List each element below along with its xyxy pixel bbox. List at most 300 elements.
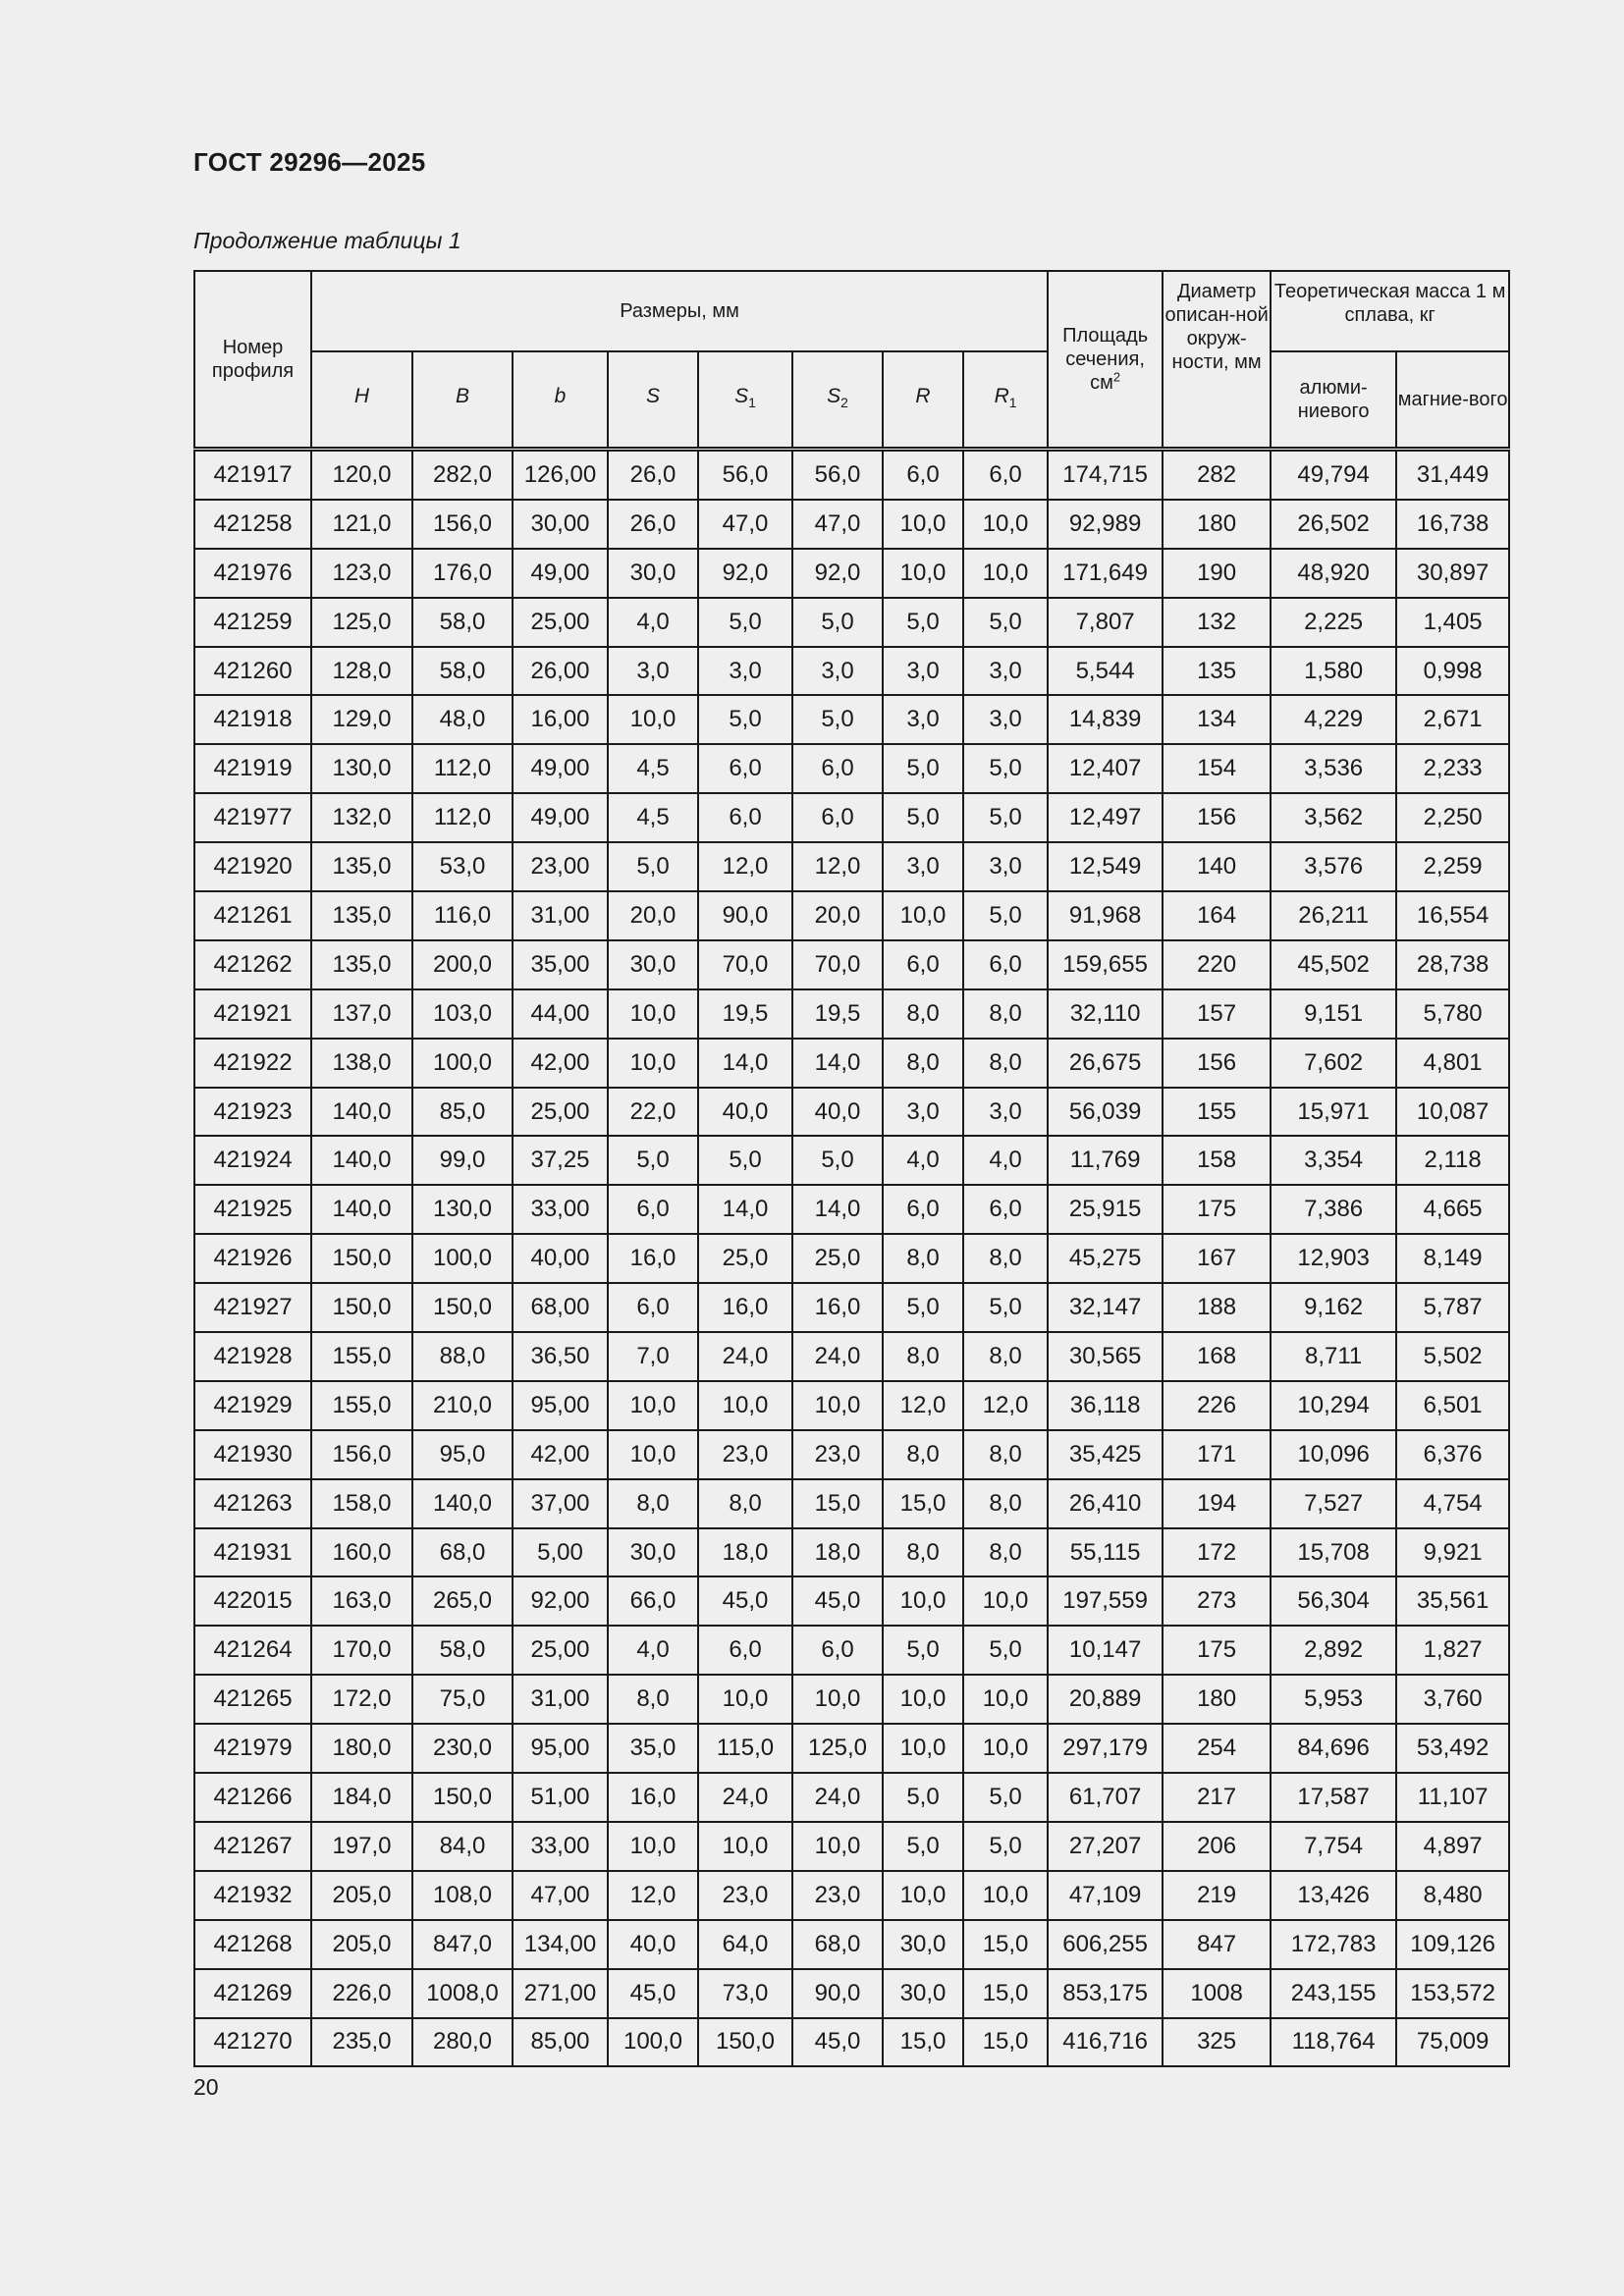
table-cell: 421932 [194,1871,311,1920]
table-cell: 180 [1163,1675,1271,1724]
table-cell: 5,0 [963,1626,1048,1675]
table-cell: 108,0 [412,1871,513,1920]
table-cell: 197,0 [311,1822,412,1871]
table-cell: 421920 [194,842,311,891]
table-cell: 92,0 [792,549,883,598]
table-row [194,1332,1509,1381]
table-cell: 15,0 [883,2018,963,2067]
table-cell: 2,671 [1396,695,1509,744]
header-area-label: Площадь сечения, см [1062,325,1149,394]
table-cell: 5,0 [883,744,963,793]
table-cell: 100,0 [412,1039,513,1088]
table-cell: 154 [1163,744,1271,793]
table-body [194,450,1509,2067]
table-row [194,1381,1509,1430]
table-cell: 421976 [194,549,311,598]
table-cell: 47,00 [513,1871,608,1920]
table-cell: 230,0 [412,1724,513,1773]
table-cell: 31,00 [513,1675,608,1724]
table-cell: 92,00 [513,1576,608,1626]
table-cell: 155,0 [311,1381,412,1430]
table-cell: 4,0 [883,1136,963,1185]
table-cell: 157 [1163,989,1271,1039]
table-cell: 6,0 [963,1185,1048,1234]
table-cell: 150,0 [412,1773,513,1822]
table-cell: 421979 [194,1724,311,1773]
header-magnesium: магние-вого [1396,351,1509,450]
table-cell: 282 [1163,450,1271,500]
table-cell: 8,0 [963,1528,1048,1577]
table-cell: 47,0 [698,500,792,549]
table-cell: 4,754 [1396,1479,1509,1528]
table-cell: 159,655 [1048,940,1163,989]
table-cell: 140,0 [412,1479,513,1528]
table-cell: 16,0 [608,1773,698,1822]
table-cell: 35,425 [1048,1430,1163,1479]
table-cell: 134 [1163,695,1271,744]
table-cell: 13,426 [1271,1871,1396,1920]
table-row [194,1479,1509,1528]
table-cell: 18,0 [792,1528,883,1577]
table-cell: 4,0 [608,1626,698,1675]
table-row [194,1920,1509,1969]
table-cell: 421269 [194,1969,311,2018]
table-cell: 421265 [194,1675,311,1724]
table-cell: 4,5 [608,793,698,842]
table-cell: 5,0 [963,744,1048,793]
table-cell: 31,00 [513,891,608,940]
table-cell: 3,0 [883,842,963,891]
table-cell: 160,0 [311,1528,412,1577]
table-cell: 5,544 [1048,647,1163,696]
table-cell: 129,0 [311,695,412,744]
table-cell: 10,0 [883,1576,963,1626]
table-cell: 176,0 [412,549,513,598]
table-cell: 10,0 [792,1822,883,1871]
table-row [194,891,1509,940]
table-cell: 11,107 [1396,1773,1509,1822]
header-area [1048,271,1163,450]
table-row [194,1626,1509,1675]
table-cell: 45,502 [1271,940,1396,989]
table-cell: 4,0 [608,598,698,647]
table-cell: 3,0 [963,695,1048,744]
table-cell: 2,233 [1396,744,1509,793]
table-cell: 140,0 [311,1136,412,1185]
table-cell: 33,00 [513,1185,608,1234]
table-cell: 48,920 [1271,549,1396,598]
table-cell: 5,780 [1396,989,1509,1039]
table-cell: 2,259 [1396,842,1509,891]
table-cell: 73,0 [698,1969,792,2018]
table-cell: 10,0 [608,1430,698,1479]
table-cell: 3,536 [1271,744,1396,793]
table-cell: 90,0 [698,891,792,940]
table-cell: 3,0 [883,1088,963,1137]
table-cell: 53,0 [412,842,513,891]
header-dim-r: R [883,351,963,450]
table-cell: 51,00 [513,1773,608,1822]
table-cell: 10,0 [608,1381,698,1430]
table-cell: 6,0 [698,744,792,793]
table-cell: 7,527 [1271,1479,1396,1528]
table-cell: 134,00 [513,1920,608,1969]
table-cell: 88,0 [412,1332,513,1381]
table-cell: 5,0 [963,891,1048,940]
table-cell: 56,0 [792,450,883,500]
table-cell: 4,801 [1396,1039,1509,1088]
table-cell: 45,0 [608,1969,698,2018]
table-cell: 10,0 [883,500,963,549]
table-cell: 84,696 [1271,1724,1396,1773]
header-dim-b-lower: b [513,351,608,450]
table-cell: 226,0 [311,1969,412,2018]
table-cell: 8,0 [883,1234,963,1283]
table-cell: 421267 [194,1822,311,1871]
table-cell: 5,0 [698,695,792,744]
table-cell: 5,0 [963,1773,1048,1822]
table-cell: 156,0 [311,1430,412,1479]
table-cell: 68,0 [412,1528,513,1577]
table-cell: 23,00 [513,842,608,891]
table-cell: 5,0 [792,598,883,647]
table-cell: 6,0 [792,1626,883,1675]
table-cell: 85,00 [513,2018,608,2067]
table-cell: 273 [1163,1576,1271,1626]
table-cell: 24,0 [698,1332,792,1381]
table-cell: 130,0 [412,1185,513,1234]
table-cell: 45,0 [792,2018,883,2067]
table-cell: 7,754 [1271,1822,1396,1871]
table-row [194,1822,1509,1871]
table-cell: 132,0 [311,793,412,842]
table-cell: 6,0 [608,1185,698,1234]
table-cell: 75,009 [1396,2018,1509,2067]
table-cell: 847 [1163,1920,1271,1969]
table-cell: 95,0 [412,1430,513,1479]
table-cell: 10,0 [883,549,963,598]
table-cell: 5,00 [513,1528,608,1577]
table-cell: 40,0 [792,1088,883,1137]
table-cell: 58,0 [412,598,513,647]
table-cell: 14,0 [698,1039,792,1088]
table-cell: 45,0 [698,1576,792,1626]
table-cell: 47,0 [792,500,883,549]
table-row [194,1283,1509,1332]
table-cell: 5,0 [792,1136,883,1185]
table-cell: 15,0 [963,2018,1048,2067]
table-cell: 23,0 [698,1430,792,1479]
table-cell: 30,0 [608,940,698,989]
table-cell: 30,0 [883,1920,963,1969]
table-cell: 7,386 [1271,1185,1396,1234]
table-row [194,1871,1509,1920]
table-cell: 10,0 [698,1675,792,1724]
table-cell: 150,0 [311,1234,412,1283]
table-cell: 3,562 [1271,793,1396,842]
table-cell: 35,0 [608,1724,698,1773]
table-cell: 25,00 [513,598,608,647]
table-row [194,1969,1509,2018]
table-cell: 135,0 [311,891,412,940]
table-cell: 10,0 [792,1675,883,1724]
table-cell: 421270 [194,2018,311,2067]
table-cell: 18,0 [698,1528,792,1577]
table-cell: 140,0 [311,1088,412,1137]
table-cell: 8,0 [963,1430,1048,1479]
table-cell: 205,0 [311,1871,412,1920]
table-row [194,842,1509,891]
table-cell: 5,502 [1396,1332,1509,1381]
table-cell: 200,0 [412,940,513,989]
table-cell: 184,0 [311,1773,412,1822]
table-cell: 1008,0 [412,1969,513,2018]
table-cell: 123,0 [311,549,412,598]
table-cell: 92,0 [698,549,792,598]
table-cell: 16,738 [1396,500,1509,549]
table-cell: 3,0 [698,647,792,696]
table-cell: 26,0 [608,450,698,500]
table-cell: 12,407 [1048,744,1163,793]
table-cell: 5,0 [963,1283,1048,1332]
table-row [194,1773,1509,1822]
table-row [194,1528,1509,1577]
table-cell: 265,0 [412,1576,513,1626]
table-cell: 5,0 [608,842,698,891]
table-cell: 8,0 [963,1039,1048,1088]
header-mass-group: Теоретическая масса 1 м сплава, кг [1271,271,1509,351]
table-cell: 416,716 [1048,2018,1163,2067]
table-cell: 138,0 [311,1039,412,1088]
table-cell: 421259 [194,598,311,647]
table-cell: 37,00 [513,1479,608,1528]
table-cell: 53,492 [1396,1724,1509,1773]
table-cell: 4,0 [963,1136,1048,1185]
table-cell: 172 [1163,1528,1271,1577]
table-cell: 5,0 [883,1283,963,1332]
table-cell: 3,0 [883,695,963,744]
table-cell: 271,00 [513,1969,608,2018]
table-cell: 19,5 [698,989,792,1039]
table-cell: 26,675 [1048,1039,1163,1088]
header-dim-s1: $S_1$ [698,351,792,450]
table-cell: 40,00 [513,1234,608,1283]
table-cell: 10,294 [1271,1381,1396,1430]
table-cell: 20,0 [792,891,883,940]
table-cell: 421929 [194,1381,311,1430]
table-cell: 27,207 [1048,1822,1163,1871]
table-cell: 421928 [194,1332,311,1381]
table-cell: 5,0 [883,793,963,842]
table-cell: 22,0 [608,1088,698,1137]
page-number: 20 [193,2074,219,2100]
table-cell: 14,839 [1048,695,1163,744]
table-cell: 32,110 [1048,989,1163,1039]
table-cell: 70,0 [698,940,792,989]
table-cell: 23,0 [792,1871,883,1920]
table-cell: 206 [1163,1822,1271,1871]
header-dim-b-upper: B [412,351,513,450]
table-row [194,989,1509,1039]
table-cell: 11,769 [1048,1136,1163,1185]
table-cell: 172,0 [311,1675,412,1724]
table-cell: 135,0 [311,940,412,989]
table-cell: 5,0 [883,598,963,647]
table-cell: 8,711 [1271,1332,1396,1381]
table-cell: 10,0 [963,1724,1048,1773]
table-cell: 28,738 [1396,940,1509,989]
table-cell: 112,0 [412,793,513,842]
table-cell: 121,0 [311,500,412,549]
table-cell: 210,0 [412,1381,513,1430]
table-cell: 12,0 [883,1381,963,1430]
table-cell: 254 [1163,1724,1271,1773]
table-cell: 2,892 [1271,1626,1396,1675]
table-cell: 10,0 [963,1871,1048,1920]
table-cell: 24,0 [698,1773,792,1822]
table-cell: 135,0 [311,842,412,891]
table-cell: 8,480 [1396,1871,1509,1920]
table-cell: 156 [1163,793,1271,842]
table-cell: 421925 [194,1185,311,1234]
table-cell: 12,903 [1271,1234,1396,1283]
table-cell: 153,572 [1396,1969,1509,2018]
table-cell: 3,0 [792,647,883,696]
table-cell: 175 [1163,1185,1271,1234]
table-cell: 20,889 [1048,1675,1163,1724]
table-cell: 2,118 [1396,1136,1509,1185]
table-cell: 40,0 [608,1920,698,1969]
table-cell: 10,0 [963,500,1048,549]
header-area-exponent: 2 [1112,369,1121,385]
table-header [194,271,1509,450]
table-cell: 5,0 [608,1136,698,1185]
table-cell: 120,0 [311,450,412,500]
table-cell: 220 [1163,940,1271,989]
table-row [194,450,1509,500]
table-cell: 167 [1163,1234,1271,1283]
table-cell: 5,0 [883,1822,963,1871]
table-cell: 8,0 [883,1332,963,1381]
table-cell: 55,115 [1048,1528,1163,1577]
table-cell: 10,0 [883,891,963,940]
table-cell: 132 [1163,598,1271,647]
table-cell: 49,00 [513,744,608,793]
table-cell: 5,953 [1271,1675,1396,1724]
table-cell: 421923 [194,1088,311,1137]
table-cell: 56,039 [1048,1088,1163,1137]
table-cell: 9,162 [1271,1283,1396,1332]
table-cell: 14,0 [792,1039,883,1088]
table-cell: 9,151 [1271,989,1396,1039]
table-cell: 23,0 [792,1430,883,1479]
table-cell: 19,5 [792,989,883,1039]
table-cell: 421263 [194,1479,311,1528]
table-cell: 25,0 [792,1234,883,1283]
table-cell: 24,0 [792,1332,883,1381]
table-cell: 10,0 [608,695,698,744]
table-row [194,1185,1509,1234]
table-cell: 219 [1163,1871,1271,1920]
table-cell: 49,00 [513,549,608,598]
table-cell: 20,0 [608,891,698,940]
table-cell: 56,0 [698,450,792,500]
table-cell: 6,0 [608,1283,698,1332]
table-cell: 421930 [194,1430,311,1479]
table-cell: 421264 [194,1626,311,1675]
table-cell: 10,0 [698,1822,792,1871]
table-cell: 0,998 [1396,647,1509,696]
table-cell: 421931 [194,1528,311,1577]
table-cell: 8,0 [883,1039,963,1088]
table-cell: 16,0 [792,1283,883,1332]
table-cell: 1,827 [1396,1626,1509,1675]
table-cell: 243,155 [1271,1969,1396,2018]
table-cell: 6,0 [963,940,1048,989]
table-cell: 155 [1163,1088,1271,1137]
table-cell: 10,0 [608,989,698,1039]
table-cell: 140 [1163,842,1271,891]
header-diameter: Диаметр описан-ной окруж-ности, мм [1163,271,1271,450]
table-cell: 297,179 [1048,1724,1163,1773]
table-cell: 158,0 [311,1479,412,1528]
table-cell: 421977 [194,793,311,842]
table-cell: 16,554 [1396,891,1509,940]
table-cell: 14,0 [698,1185,792,1234]
table-cell: 36,50 [513,1332,608,1381]
table-cell: 7,0 [608,1332,698,1381]
table-cell: 33,00 [513,1822,608,1871]
table-cell: 26,00 [513,647,608,696]
table-row [194,1675,1509,1724]
table-cell: 188 [1163,1283,1271,1332]
table-cell: 421918 [194,695,311,744]
table-cell: 150,0 [311,1283,412,1332]
table-cell: 44,00 [513,989,608,1039]
table-cell: 421917 [194,450,311,500]
table-cell: 56,304 [1271,1576,1396,1626]
header-dim-s: S [608,351,698,450]
table-cell: 68,00 [513,1283,608,1332]
table-cell: 6,0 [698,793,792,842]
table-row [194,940,1509,989]
table-row [194,549,1509,598]
table-cell: 58,0 [412,1626,513,1675]
table-cell: 42,00 [513,1430,608,1479]
table-cell: 4,665 [1396,1185,1509,1234]
table-cell: 66,0 [608,1576,698,1626]
table-cell: 116,0 [412,891,513,940]
table-cell: 5,787 [1396,1283,1509,1332]
table-cell: 190 [1163,549,1271,598]
table-cell: 12,0 [792,842,883,891]
table-cell: 15,708 [1271,1528,1396,1577]
table-cell: 421268 [194,1920,311,1969]
table-cell: 6,0 [883,1185,963,1234]
table-cell: 156 [1163,1039,1271,1088]
table-cell: 421919 [194,744,311,793]
table-cell: 49,00 [513,793,608,842]
table-cell: 6,0 [792,744,883,793]
table-cell: 1,405 [1396,598,1509,647]
table-cell: 3,0 [608,647,698,696]
table-cell: 15,0 [963,1920,1048,1969]
table-cell: 90,0 [792,1969,883,2018]
table-cell: 5,0 [883,1773,963,1822]
table-cell: 5,0 [963,598,1048,647]
table-cell: 421926 [194,1234,311,1283]
table-cell: 58,0 [412,647,513,696]
